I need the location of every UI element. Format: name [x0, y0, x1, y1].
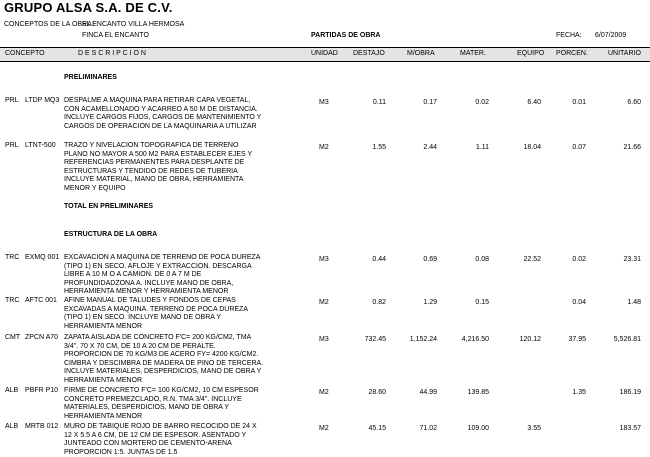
row-destajo: 1.55	[372, 144, 386, 151]
row-unit: M2	[319, 425, 329, 432]
column-header-bar	[0, 47, 650, 62]
row-unitario: 1.48	[627, 299, 641, 306]
row-mater: 4,216.50	[461, 336, 489, 343]
conceptos-label: CONCEPTOS DE LA OBRA:	[4, 21, 94, 28]
row-equipo: 18.04	[523, 144, 541, 151]
col-descripcion: D E S C R I P C I O N	[78, 50, 146, 57]
row-destajo: 0.11	[372, 99, 386, 106]
row-destajo: 0.44	[372, 256, 386, 263]
row-prefix: TRC	[5, 297, 20, 304]
row-description: FIRME DE CONCRETO F'C= 100 KG/CM2, 10 CM ESPESOR CONCRETO PREMEZCLADO, R.N. TMA 3/4". INCLUYE MATERIALES, DESPERDICIOS, MANO DE OBRA Y HERRAMIENTA MENOR	[64, 387, 259, 420]
section-estructura: ESTRUCTURA DE LA OBRA	[64, 231, 158, 238]
row-prefix: TRC	[5, 254, 20, 261]
row-code: LTDP MQ3	[25, 97, 60, 104]
row-mobra: 1.29	[423, 299, 437, 306]
row-mater: 109.00	[467, 425, 489, 432]
row-mobra: 2.44	[423, 144, 437, 151]
row-destajo: 28.60	[368, 389, 386, 396]
row-porcen: 37.95	[568, 336, 586, 343]
row-equipo: 22.52	[523, 256, 541, 263]
row-prefix: CMT	[5, 334, 21, 341]
row-mater: 0.02	[475, 99, 489, 106]
row-porcen: 0.07	[572, 144, 586, 151]
row-unitario: 21.66	[623, 144, 641, 151]
row-prefix: ALB	[5, 423, 19, 430]
row-equipo: 6.40	[527, 99, 541, 106]
row-destajo: 732.45	[364, 336, 386, 343]
row-unit: M2	[319, 389, 329, 396]
row-mobra: 0.69	[423, 256, 437, 263]
row-code: LTNT-500	[25, 142, 56, 149]
sub-obra-name: FINCA EL ENCANTO	[82, 32, 149, 39]
col-mater: MATER.	[460, 50, 486, 57]
row-mater: 0.08	[475, 256, 489, 263]
col-concepto: CONCEPTO	[5, 50, 45, 57]
row-unit: M3	[319, 256, 329, 263]
row-mater: 1.11	[475, 144, 489, 151]
row-unit: M3	[319, 99, 329, 106]
col-unitario: UNITARIO	[608, 50, 641, 57]
row-destajo: 45.15	[368, 425, 386, 432]
row-prefix: ALB	[5, 387, 19, 394]
row-unitario: 23.31	[623, 256, 641, 263]
col-equipo: EQUIPO	[517, 50, 545, 57]
row-mobra: 44.99	[419, 389, 437, 396]
col-unidad: UNIDAD	[311, 50, 338, 57]
row-destajo: 0.82	[372, 299, 386, 306]
section-total-preliminares: TOTAL EN PRELIMINARES	[64, 203, 154, 210]
section-preliminares: PRELIMINARES	[64, 74, 117, 81]
row-unitario: 6.60	[627, 99, 641, 106]
row-description: EXCAVACION A MAQUINA DE TERRENO DE POCA DUREZA (TIPO 1) EN SECO. AFLOJE Y EXTRACCION. DESCARGA LIBRE A 10 M O A CAMION. DE 0 A 7 M DE PROFUNDIDADZONA A. INCLUYE MANO DE OBRA, HERRAMIENTA MENOR Y HERRAMIENTA MENOR	[64, 254, 261, 296]
col-porcen: PORCEN.	[556, 50, 588, 57]
row-porcen: 0.04	[572, 299, 586, 306]
row-code: AFTC 001	[25, 297, 57, 304]
row-unitario: 5,526.81	[613, 336, 641, 343]
company-name: GRUPO ALSA S.A. DE C.V.	[4, 0, 173, 15]
row-mobra: 1,152.24	[409, 336, 437, 343]
row-porcen: 0.01	[572, 99, 586, 106]
partidas-label: PARTIDAS DE OBRA	[311, 32, 381, 39]
row-equipo: 3.55	[527, 425, 541, 432]
row-mater: 0.15	[475, 299, 489, 306]
row-porcen: 0.02	[572, 256, 586, 263]
row-description: MURO DE TABIQUE ROJO DE BARRO RECOCIDO DE 24 X 12 X 5.5 A 6 CM, DE 12 CM DE ESPESOR. ASENTADO Y JUNTEADO CON MORTERO DE CEMENTO-ARENA PROPORCION 1:5. JUNTAS DE 1.5	[64, 423, 257, 456]
col-destajo: DESTAJO	[353, 50, 385, 57]
row-mobra: 71.02	[419, 425, 437, 432]
row-description: TRAZO Y NIVELACION TOPOGRAFICA DE TERRENO PLANO NO MAYOR A 500 M2 PARA ESTABLECER EJES Y REFERENCIAS PERMANENTES PARA DESPLANTE DE ESTRUCTURAS Y TENDIDO DE REDES DE TUBERIA INCLUYE MATERIAL, MANO DE OBRA, HERRAMIENTA MENOR Y EQUIPO	[64, 142, 253, 192]
row-unitario: 183.57	[619, 425, 641, 432]
row-description: ZAPATA AISLADA DE CONCRETO F'C= 200 KG/CM2, TMA 3/4". 70 X 70 CM, DE 10 A 20 CM DE PERALTE. PROPORCION DE 70 KG/M3 DE ACERO FY= 4200 KG/CM2. CIMBRA Y DESCIMBRA DE MADERA DE PINO DE TERCERA. INCLUYE MATERIALES, DESPERDICIOS, MANO DE OBRA Y HERRAMIENTA MENOR	[64, 334, 264, 384]
row-unit: M3	[319, 336, 329, 343]
row-code: PBFR P10	[25, 387, 59, 394]
row-description: DESPALME A MAQUINA PARA RETIRAR CAPA VEGETAL, CON ACAMELLONADO Y ACARREO A 50 M DE DISTANCIA. INCLUYE CARGOS FIJOS, CARGOS DE MANTENIMIENTO Y CARGOS DE OPERACION DE LA MAQUINARIA A UTILIZAR	[64, 97, 262, 130]
fecha-value: 6/07/2009	[595, 32, 627, 39]
row-mobra: 0.17	[423, 99, 437, 106]
row-mater: 139.85	[467, 389, 489, 396]
row-description: AFINE MANUAL DE TALUDES Y FONDOS DE CEPAS EXCAVADAS A MAQUINA. TERRENO DE POCA DUREZA (TIPO 1) EN SECO. INCLUYE MANO DE OBRA Y HERRAMIENTA MENOR	[64, 297, 248, 330]
row-unit: M2	[319, 299, 329, 306]
row-code: MRTB 012	[25, 423, 59, 430]
row-code: EXMQ 001	[25, 254, 60, 261]
row-prefix: PRL	[5, 97, 19, 104]
row-code: ZPCN A70	[25, 334, 59, 341]
row-unitario: 186.19	[619, 389, 641, 396]
obra-name: EL ENCANTO VILLA HERMOSA	[82, 21, 185, 28]
row-unit: M2	[319, 144, 329, 151]
fecha-label: FECHA:	[556, 32, 582, 39]
row-porcen: 1.35	[572, 389, 586, 396]
col-mobra: M/OBRA	[407, 50, 435, 57]
row-equipo: 120.12	[519, 336, 541, 343]
row-prefix: PRL	[5, 142, 19, 149]
